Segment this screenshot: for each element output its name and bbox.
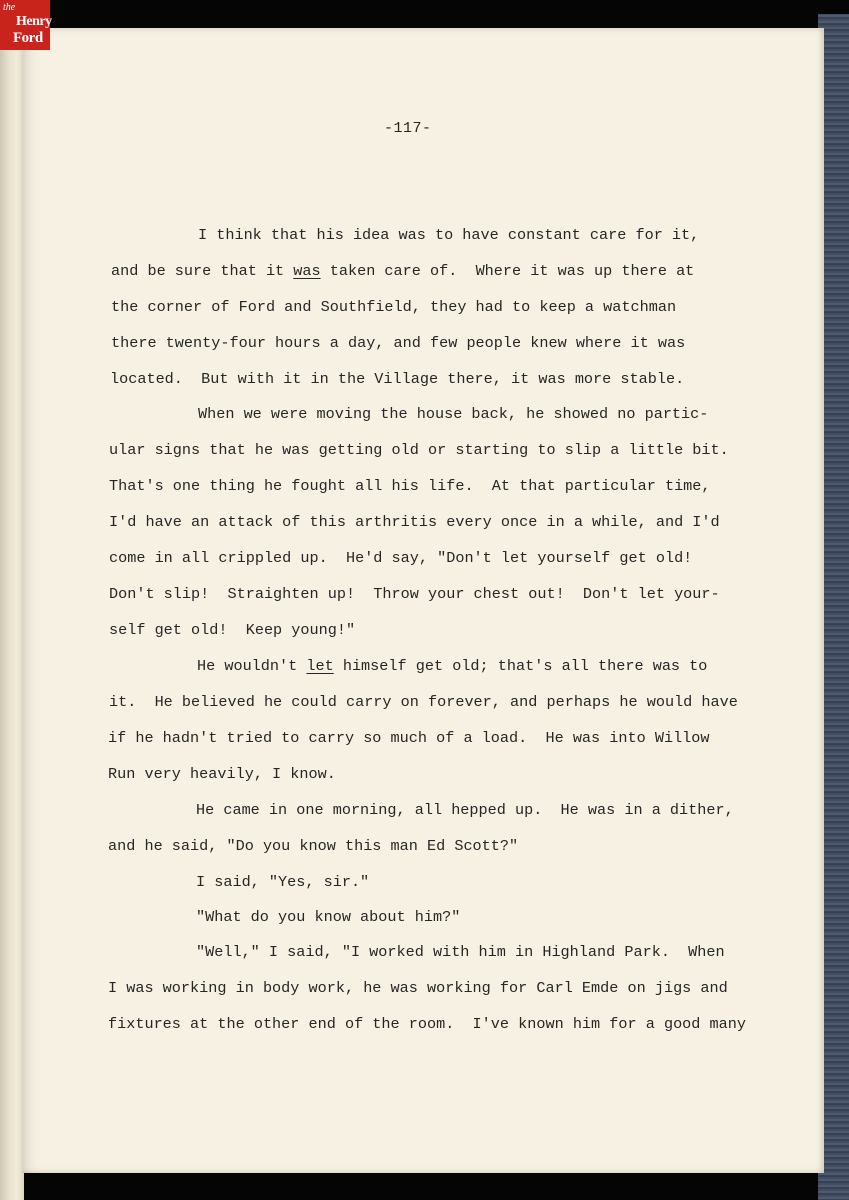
text-line: "What do you know about him?" <box>196 908 461 926</box>
text-line: the corner of Ford and Southfield, they had to keep a watchman <box>111 298 677 316</box>
text-line: I think that his idea was to have constant care for it, <box>198 226 700 244</box>
henry-ford-logo <box>0 0 50 50</box>
text-line <box>111 262 694 280</box>
text-line: fixtures at the other end of the room. I've known him for a good many <box>108 1015 746 1033</box>
text-line: That's one thing he fought all his life. At that particular time, <box>109 477 711 495</box>
underlined-word: let <box>306 657 334 675</box>
text-line: He came in one morning, all hepped up. He was in a dither, <box>196 801 734 819</box>
text-line: I was working in body work, he was working for Carl Emde on jigs and <box>108 979 728 997</box>
text-line: there twenty-four hours a day, and few people knew where it was <box>111 334 686 352</box>
text-line: located. But with it in the Village there, it was more stable. <box>110 370 685 388</box>
text-line: I'd have an attack of this arthritis every once in a while, and I'd <box>109 513 720 531</box>
underlined-word: was <box>293 262 321 280</box>
text-segment: himself get old; that's all there was to <box>333 657 708 675</box>
text-line: if he hadn't tried to carry so much of a load. He was into Willow <box>108 729 710 747</box>
text-line: Run very heavily, I know. <box>108 765 336 783</box>
logo-the: the <box>3 2 16 13</box>
text-line: self get old! Keep young!" <box>109 621 356 639</box>
logo-ford: Ford <box>13 30 43 46</box>
text-line: it. He believed he could carry on forever, and perhaps he would have <box>109 693 738 711</box>
text-line: "Well," I said, "I worked with him in Highland Park. When <box>196 943 725 961</box>
text-segment: taken care of. Where it was up there at <box>320 262 695 280</box>
text-segment: He wouldn't <box>197 657 307 675</box>
text-line: come in all crippled up. He'd say, "Don't let yourself get old! <box>109 549 693 567</box>
text-line: ular signs that he was getting old or starting to slip a little bit. <box>109 441 729 459</box>
text-line: I said, "Yes, sir." <box>196 873 370 891</box>
text-line: Don't slip! Straighten up! Throw your chest out! Don't let your- <box>109 585 720 603</box>
page-number: -117- <box>384 120 432 137</box>
previous-page-edge <box>0 8 24 1200</box>
text-line <box>197 657 707 675</box>
text-line: When we were moving the house back, he showed no partic- <box>198 405 709 423</box>
text-segment: and be sure that it <box>111 262 294 280</box>
logo-henry: Henry <box>16 14 52 29</box>
text-line: and he said, "Do you know this man Ed Scott?" <box>108 837 519 855</box>
